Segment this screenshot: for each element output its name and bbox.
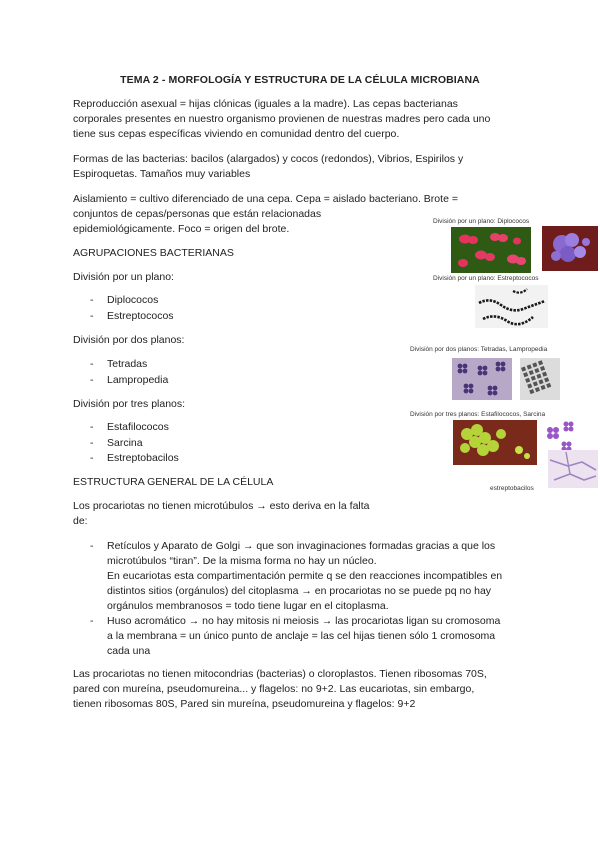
list-item: - Tetradas [90, 358, 148, 370]
forms-paragraph [73, 152, 463, 182]
forms-line: Espiroquetas. Tamaños muy variables [73, 168, 251, 180]
list-item: - Estreptobacilos [90, 452, 179, 464]
list-item: - Lampropedia [90, 373, 169, 386]
list-item: - Estreptococos [90, 309, 174, 322]
figure-caption: División por dos planos: Tetradas, Lampropedia [410, 346, 548, 353]
isolation-paragraph [73, 192, 458, 237]
streptobacilli-micrograph [548, 450, 598, 488]
estructura-list [90, 539, 530, 659]
intro-line: Reproducción asexual = hijas clónicas (iguales a la madre). Las cepas bacterianas [73, 98, 458, 110]
intro-line: tiene sus cepas específicas viviendo en comunidad dentro del cuerpo. [73, 128, 400, 140]
list-item: - Retículos y Aparato de Golgi → que son invaginaciones formadas gracias a que los microtúbulos “tiran”. De la misma forma no hay un núcleo. En eucariotas esta compartimentación permite q se den reacciones incompatibles en distintos sitios (orgánulos) del citoplasma → en procariotas no se puede pq no hay orgánulos membranosos = todo tiene lugar en el citoplasma. [90, 540, 503, 612]
forms-line: Formas de las bacterias: bacilos (alargados) y cocos (redondos), Vibrios, Espirilos y [73, 153, 464, 165]
three-planes-label: División por tres planos: [73, 398, 186, 410]
isolation-line: epidemiológicamente. Foco = origen del brote. [73, 223, 290, 235]
figure-caption: División por tres planos: Estafilococos, Sarcina [410, 411, 546, 418]
list-item: - Diplococos [90, 294, 159, 306]
figure-caption: División por un plano: Estreptococos [433, 275, 539, 282]
intro-paragraph [73, 97, 490, 142]
one-plane-list [90, 293, 174, 324]
tetrads-micrograph [452, 358, 512, 400]
estructura-intro: Los procariotas no tienen microtúbulos → esto deriva en la falta de: [73, 500, 370, 527]
three-planes-list [90, 420, 179, 467]
diplococci-micrograph [451, 227, 531, 273]
figure-caption: estreptobacilos [490, 485, 534, 492]
staphylococci-micrograph [453, 420, 537, 465]
agrupaciones-heading: AGRUPACIONES BACTERIANAS [73, 247, 234, 259]
one-plane-label: División por un plano: [73, 271, 174, 283]
two-planes-label: División por dos planos: [73, 334, 185, 346]
isolation-line: conjuntos de cepas/personas que están relacionadas [73, 208, 322, 220]
page-title: TEMA 2 - MORFOLOGÍA Y ESTRUCTURA DE LA CÉLULA MICROBIANA [120, 74, 480, 86]
two-planes-list [90, 357, 168, 388]
streptococci-micrograph [475, 285, 548, 328]
lampropedia-micrograph [520, 358, 560, 400]
diplococci-stain-micrograph [542, 226, 598, 271]
list-item: - Sarcina [90, 436, 143, 449]
estructura-heading: ESTRUCTURA GENERAL DE LA CÉLULA [73, 476, 274, 488]
closing-paragraph: Las procariotas no tienen mitocondrias (bacterias) o cloroplastos. Tienen ribosomas 70S, pared con mureína, pseudomureina... y flagelos: no 9+2. Las eucariotas, sin embargo, tienen ribosomas 80S, Pared sin mureína, pseudomureina y flagelos: 9+2 [73, 668, 487, 710]
isolation-line: Aislamiento = cultivo diferenciado de una cepa. Cepa = aislado bacteriano. Brote = [73, 193, 458, 205]
list-item: - Huso acromático → no hay mitosis ni meiosis → las procariotas ligan su cromosoma a la membrana = un único punto de anclaje = las cel hijas tienen sólo 1 cromosoma cada una [90, 615, 501, 657]
figure-caption: División por un plano: Diplococos [433, 218, 530, 225]
list-item: - Estafilococos [90, 421, 169, 433]
intro-line: corporales presentes en nuestro organismo provienen de nuestras madres pero cada uno [73, 113, 491, 125]
